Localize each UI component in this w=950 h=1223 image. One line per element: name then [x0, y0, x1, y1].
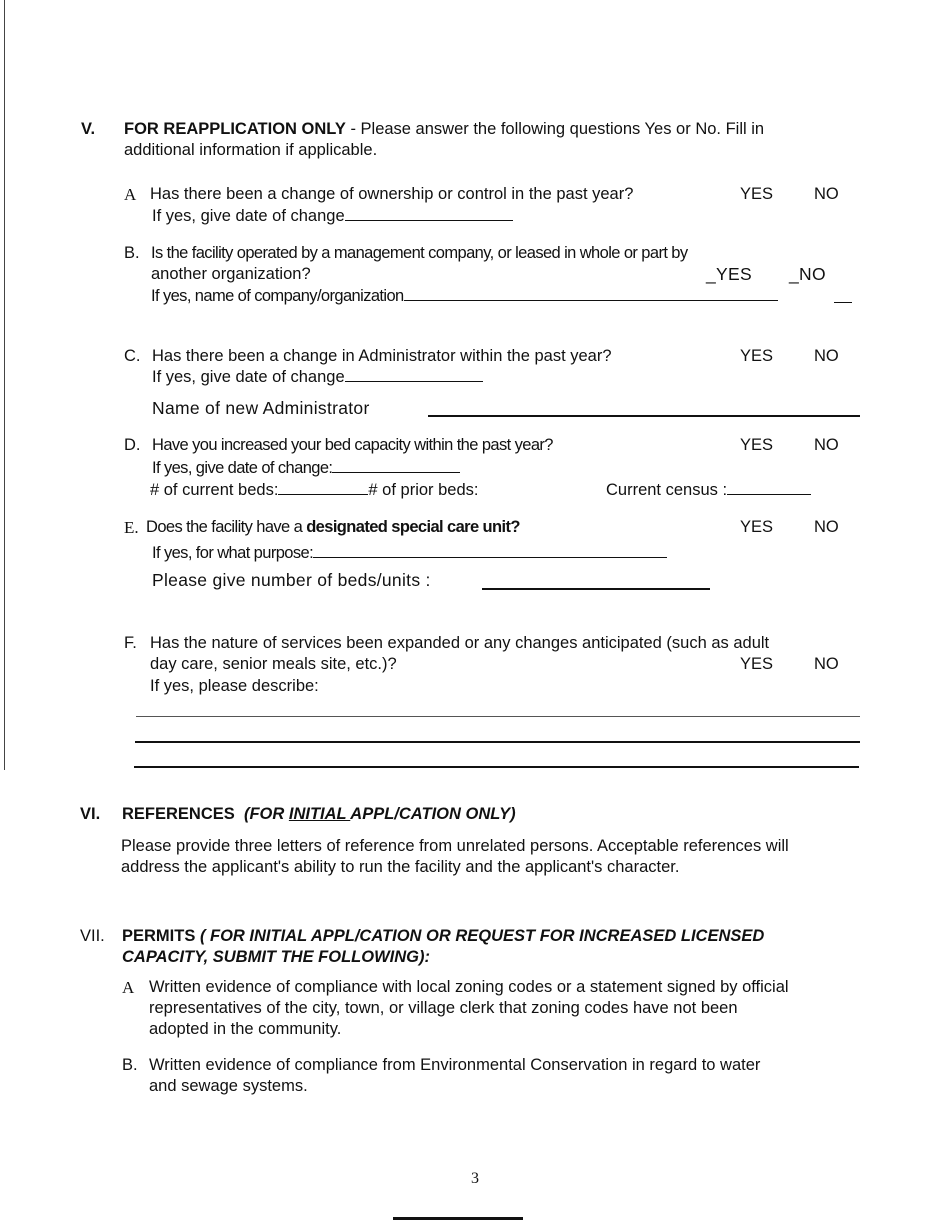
- q-c-admin-field[interactable]: [428, 415, 860, 417]
- q-a-followup: If yes, give date of change: [152, 207, 345, 225]
- q-d-date-field[interactable]: [332, 458, 460, 473]
- q-b-field-tail: [834, 302, 852, 303]
- q-e-purpose-field[interactable]: [313, 543, 667, 558]
- q-e-no[interactable]: NO: [814, 518, 839, 536]
- q-b-yes[interactable]: _YES: [706, 264, 752, 284]
- q-d-yes[interactable]: YES: [740, 436, 774, 454]
- q-d-followup: If yes, give date of change:: [152, 459, 333, 477]
- q-a-question: Has there been a change of ownership or control in the past year?: [150, 185, 634, 203]
- section-vi-qualifier-close: APPL/CATION ONLY): [350, 805, 516, 823]
- section-vii-item-b-line2: and sewage systems.: [149, 1077, 308, 1095]
- q-e-letter: E.: [124, 518, 139, 537]
- q-b-line2: another organization?: [151, 265, 311, 283]
- q-f-line2: day care, senior meals site, etc.)?: [150, 655, 397, 673]
- q-a-yes[interactable]: YES: [740, 185, 774, 203]
- q-e-question-bold: designated special care unit?: [306, 518, 520, 536]
- q-a-no[interactable]: NO: [814, 185, 839, 203]
- section-vii-qualifier-line2: CAPACITY, SUBMIT THE FOLLOWING):: [122, 948, 430, 966]
- q-b-company-field[interactable]: [404, 286, 778, 301]
- section-vii-item-b-line1: Written evidence of compliance from Environmental Conservation in regard to water: [149, 1056, 761, 1074]
- q-d-census-row: [606, 480, 811, 500]
- q-d-letter: D.: [124, 436, 141, 454]
- section-v-intro-line1: [124, 120, 764, 139]
- q-c-admin-row: [152, 398, 370, 419]
- section-vi-body: Please provide three letters of reference from unrelated persons. Acceptable references will address the applicant's ability to run the facility and the applicant's character.: [121, 837, 789, 876]
- footer-rule: [393, 1217, 523, 1220]
- q-f-describe-line-3[interactable]: [134, 766, 859, 768]
- q-c-date-field[interactable]: [345, 367, 483, 382]
- section-vii-item-a-line1: Written evidence of compliance with local zoning codes or a statement signed by official: [149, 978, 789, 996]
- q-d-no[interactable]: NO: [814, 436, 839, 454]
- q-e-question: Does the facility have a: [146, 518, 307, 536]
- q-e-beds-row: [152, 570, 431, 591]
- q-f-yes[interactable]: YES: [740, 655, 774, 673]
- section-vii-item-a-line3: adopted in the community.: [149, 1020, 342, 1038]
- q-a-date-field[interactable]: [345, 206, 513, 221]
- section-vi-qualifier-initial: INITIAL: [288, 805, 351, 823]
- q-f-line1: Has the nature of services been expanded or any changes anticipated (such as adult: [150, 634, 770, 652]
- page-number: 3: [471, 1170, 479, 1187]
- q-c-question: Has there been a change in Administrator within the past year?: [152, 347, 612, 365]
- q-e-question-row: [146, 518, 520, 537]
- q-d-followup-row: [152, 458, 460, 478]
- q-f-letter: F.: [124, 634, 137, 652]
- q-b-followup-row: [151, 286, 778, 306]
- q-c-followup-row: [152, 367, 483, 387]
- section-v-numeral: V.: [81, 120, 96, 138]
- section-v-intro-line2: additional information if applicable.: [124, 141, 378, 159]
- q-c-admin-label: Name of new Administrator: [152, 398, 370, 418]
- q-d-current-beds: # of current beds:: [150, 481, 279, 499]
- q-f-describe-line-1[interactable]: [136, 716, 860, 717]
- section-vi-qualifier-open: (FOR: [243, 805, 289, 823]
- q-d-current-beds-field[interactable]: [278, 480, 368, 495]
- q-f-followup: If yes, please describe:: [150, 677, 319, 695]
- q-f-describe-line-2[interactable]: [135, 741, 860, 743]
- section-vii-qualifier-line1: ( FOR INITIAL APPL/CATION OR REQUEST FOR INCREASED LICENSED: [199, 927, 765, 945]
- q-d-prior-beds: # of prior beds:: [368, 481, 479, 499]
- q-e-yes[interactable]: YES: [740, 518, 774, 536]
- section-v-intro: - Please answer the following questions Yes or No. Fill in: [345, 120, 765, 138]
- q-c-letter: C.: [124, 347, 141, 365]
- q-d-beds-row: [150, 480, 478, 500]
- q-e-followup: If yes, for what purpose:: [152, 544, 314, 562]
- q-a-followup-row: [152, 206, 513, 226]
- q-d-question: Have you increased your bed capacity within the past year?: [152, 436, 553, 454]
- section-vi-title: REFERENCES: [122, 805, 235, 823]
- q-e-beds-units: Please give number of beds/units :: [152, 570, 431, 590]
- q-d-census-field[interactable]: [727, 480, 811, 495]
- section-vi-heading: [122, 805, 516, 824]
- q-b-letter: B.: [124, 244, 140, 262]
- q-b-followup: If yes, name of company/organization: [151, 287, 404, 305]
- q-f-no[interactable]: NO: [814, 655, 839, 673]
- q-b-no[interactable]: _NO: [789, 264, 826, 284]
- q-c-no[interactable]: NO: [814, 347, 839, 365]
- section-vii-heading: [122, 927, 764, 946]
- q-e-followup-row: [152, 543, 667, 563]
- left-margin-rule: [4, 0, 5, 770]
- section-vii-numeral: VII.: [80, 927, 105, 945]
- section-v-title: FOR REAPPLICATION ONLY: [124, 120, 346, 138]
- section-vii-item-a-letter: A: [122, 978, 135, 997]
- q-c-yes[interactable]: YES: [740, 347, 774, 365]
- q-c-followup: If yes, give date of change: [152, 368, 345, 386]
- section-vii-title: PERMITS: [122, 927, 196, 945]
- section-vi-numeral: VI.: [80, 805, 101, 823]
- section-vii-item-a-line2: representatives of the city, town, or village clerk that zoning codes have not been: [149, 999, 738, 1017]
- q-e-beds-field[interactable]: [482, 588, 710, 590]
- q-d-census: Current census :: [606, 481, 728, 499]
- section-vii-item-b-letter: B.: [122, 1056, 138, 1074]
- q-b-line1: Is the facility operated by a management company, or leased in whole or part by: [151, 244, 688, 262]
- q-a-letter: A: [124, 185, 137, 204]
